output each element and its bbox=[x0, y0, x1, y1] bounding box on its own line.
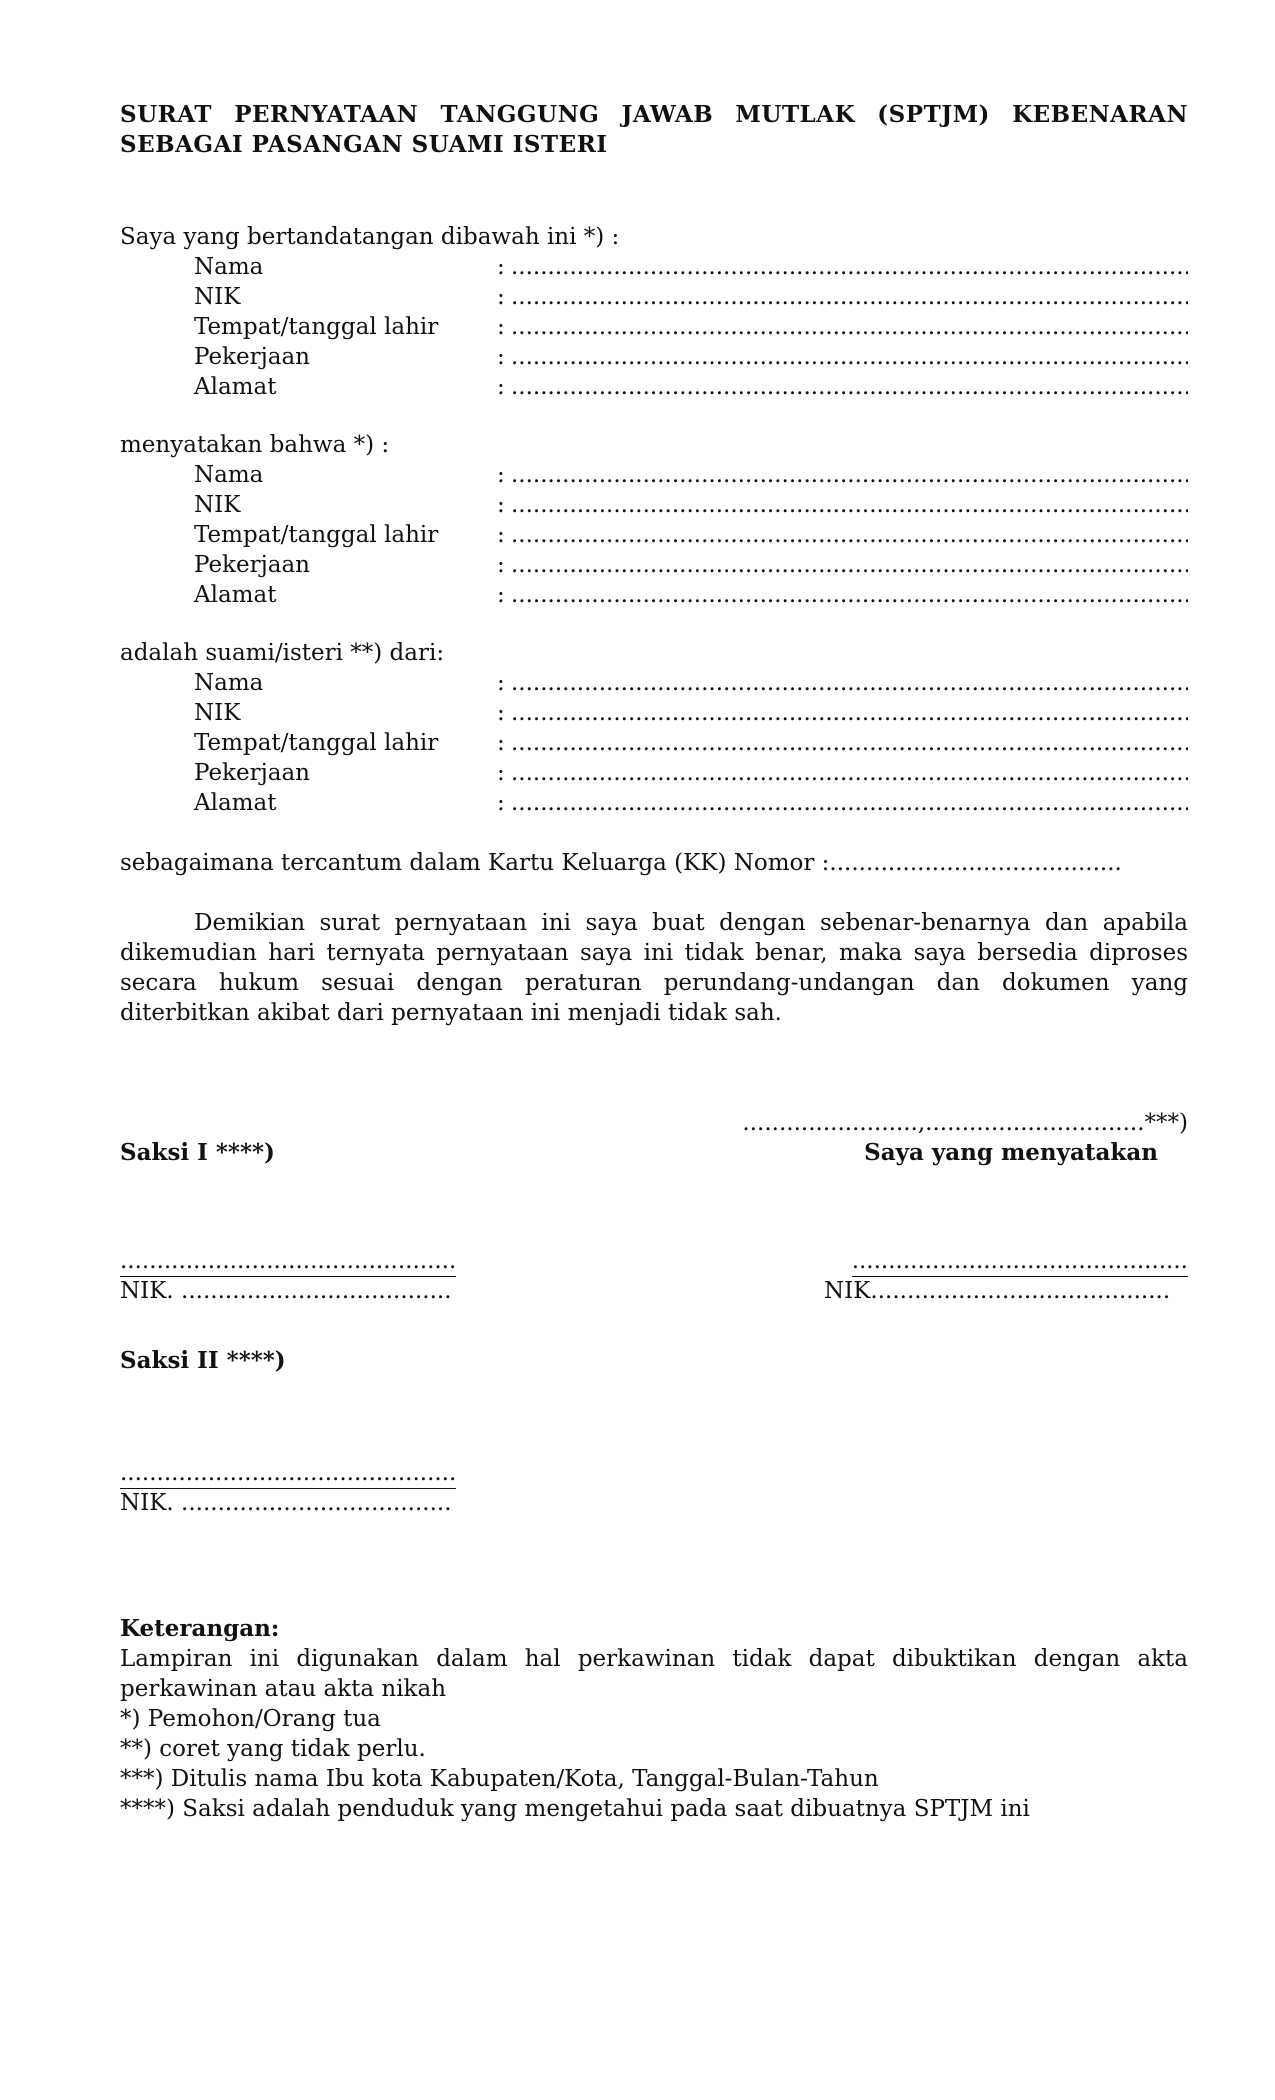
field-label: Tempat/tanggal lahir bbox=[194, 522, 439, 548]
field-nik bbox=[120, 282, 1188, 312]
field-nama bbox=[120, 252, 1188, 282]
field-label: Tempat/tanggal lahir bbox=[194, 314, 439, 340]
title-line-2: SEBAGAI PASANGAN SUAMI ISTERI bbox=[120, 131, 608, 158]
field-colon: : bbox=[497, 314, 505, 340]
field-label: NIK bbox=[194, 284, 241, 310]
field-colon: : bbox=[497, 760, 505, 786]
field-nik bbox=[120, 698, 1188, 728]
field-colon: : bbox=[497, 254, 505, 280]
witness-1-label: Saksi I ****) bbox=[120, 1139, 275, 1166]
field-colon: : bbox=[497, 374, 505, 400]
field-label: Alamat bbox=[194, 374, 277, 400]
note-line: ****) Saksi adalah penduduk yang mengetahui pada saat dibuatnya SPTJM ini bbox=[120, 1796, 1030, 1822]
section-declarant bbox=[120, 222, 1188, 402]
document-page bbox=[120, 100, 1188, 1824]
signature-area bbox=[120, 1108, 1188, 1528]
field-blank[interactable] bbox=[511, 668, 1188, 698]
notes-section bbox=[120, 1614, 1188, 1824]
field-label: Nama bbox=[194, 254, 264, 280]
field-label: NIK bbox=[194, 700, 241, 726]
witness-1-signature-line[interactable]: .............................................. bbox=[120, 1246, 456, 1277]
field-blank[interactable] bbox=[511, 788, 1188, 818]
field-address bbox=[120, 372, 1188, 402]
field-blank[interactable] bbox=[511, 550, 1188, 580]
kk-number-line: sebagaimana tercantum dalam Kartu Keluarga (KK) Nomor :........................................ bbox=[120, 850, 1122, 876]
field-birth bbox=[120, 312, 1188, 342]
field-blank[interactable] bbox=[511, 460, 1188, 490]
field-label: Pekerjaan bbox=[194, 760, 310, 786]
declarant-signature-line[interactable]: .............................................. bbox=[852, 1246, 1188, 1277]
field-blank[interactable] bbox=[511, 490, 1188, 520]
note-line: Lampiran ini digunakan dalam hal perkawinan tidak dapat dibuktikan dengan akta perkawinan atau akta nikah bbox=[120, 1646, 1188, 1702]
field-colon: : bbox=[497, 700, 505, 726]
section-spouse bbox=[120, 638, 1188, 818]
field-occupation bbox=[120, 758, 1188, 788]
field-colon: : bbox=[497, 492, 505, 518]
field-label: Tempat/tanggal lahir bbox=[194, 730, 439, 756]
declarant-nik[interactable]: NIK......................................... bbox=[824, 1278, 1171, 1304]
field-blank[interactable] bbox=[511, 252, 1188, 282]
place-date-line[interactable]: ........................,..............................***) bbox=[742, 1110, 1188, 1136]
document-title bbox=[120, 100, 1188, 160]
field-blank[interactable] bbox=[511, 728, 1188, 758]
field-blank[interactable] bbox=[511, 372, 1188, 402]
field-blank[interactable] bbox=[511, 580, 1188, 610]
note-line: **) coret yang tidak perlu. bbox=[120, 1736, 426, 1762]
field-blank[interactable] bbox=[511, 698, 1188, 728]
field-occupation bbox=[120, 342, 1188, 372]
field-nama bbox=[120, 460, 1188, 490]
field-colon: : bbox=[497, 670, 505, 696]
section-intro: adalah suami/isteri **) dari: bbox=[120, 640, 445, 666]
field-label: Nama bbox=[194, 462, 264, 488]
witness-2-label: Saksi II ****) bbox=[120, 1347, 286, 1374]
section-intro: Saya yang bertandatangan dibawah ini *) : bbox=[120, 224, 620, 250]
field-colon: : bbox=[497, 552, 505, 578]
field-blank[interactable] bbox=[511, 342, 1188, 372]
field-label: Pekerjaan bbox=[194, 552, 310, 578]
field-label: NIK bbox=[194, 492, 241, 518]
field-address bbox=[120, 788, 1188, 818]
field-colon: : bbox=[497, 522, 505, 548]
field-label: Alamat bbox=[194, 790, 277, 816]
witness-2-signature-line[interactable]: .............................................. bbox=[120, 1458, 456, 1489]
witness-2-nik[interactable]: NIK. ..................................... bbox=[120, 1490, 452, 1516]
witness-1-nik[interactable]: NIK. ..................................... bbox=[120, 1278, 452, 1304]
field-birth bbox=[120, 520, 1188, 550]
note-line: *) Pemohon/Orang tua bbox=[120, 1706, 381, 1732]
declarant-label: Saya yang menyatakan bbox=[864, 1139, 1158, 1166]
field-label: Nama bbox=[194, 670, 264, 696]
field-colon: : bbox=[497, 462, 505, 488]
field-birth bbox=[120, 728, 1188, 758]
section-intro: menyatakan bahwa *) : bbox=[120, 432, 390, 458]
field-blank[interactable] bbox=[511, 758, 1188, 788]
note-line: ***) Ditulis nama Ibu kota Kabupaten/Kota, Tanggal-Bulan-Tahun bbox=[120, 1766, 879, 1792]
field-colon: : bbox=[497, 344, 505, 370]
field-label: Pekerjaan bbox=[194, 344, 310, 370]
field-occupation bbox=[120, 550, 1188, 580]
field-colon: : bbox=[497, 582, 505, 608]
title-line-1: SURAT PERNYATAAN TANGGUNG JAWAB MUTLAK (SPTJM) KEBENARAN bbox=[120, 101, 1188, 128]
notes-heading: Keterangan: bbox=[120, 1615, 280, 1642]
field-colon: : bbox=[497, 730, 505, 756]
section-statement-subject bbox=[120, 430, 1188, 610]
field-nama bbox=[120, 668, 1188, 698]
field-colon: : bbox=[497, 790, 505, 816]
field-colon: : bbox=[497, 284, 505, 310]
field-address bbox=[120, 580, 1188, 610]
field-nik bbox=[120, 490, 1188, 520]
statement-paragraph: Demikian surat pernyataan ini saya buat dengan sebenar-benarnya dan apabila dikemudian hari ternyata pernyataan saya ini tidak benar, maka saya bersedia diproses secara hukum sesuai dengan peraturan perundang-undangan dan dokumen yang diterbitkan akibat dari pernyataan ini menjadi tidak sah. bbox=[120, 910, 1188, 1026]
field-label: Alamat bbox=[194, 582, 277, 608]
field-blank[interactable] bbox=[511, 312, 1188, 342]
field-blank[interactable] bbox=[511, 520, 1188, 550]
field-blank[interactable] bbox=[511, 282, 1188, 312]
